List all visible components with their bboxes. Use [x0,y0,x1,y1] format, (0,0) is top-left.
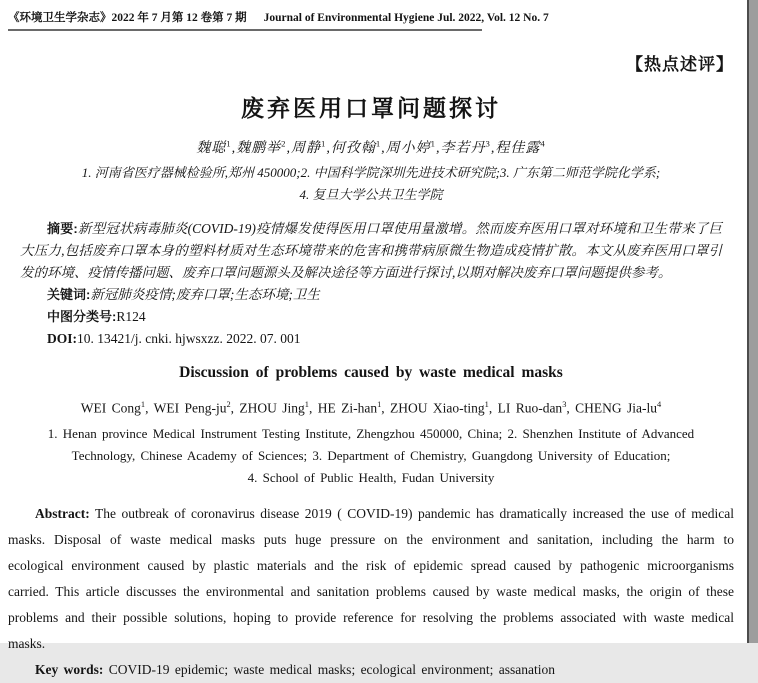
author-name: LI Ruo-dan [497,400,563,416]
author-name: 魏鹏举 [236,141,282,156]
running-header [8,9,734,25]
author-affiliation-superscript: 1 [377,400,382,409]
author-affiliation-superscript: 1 [304,400,309,409]
abstract-en [8,501,734,657]
keywords-cn-label: 关键词: [47,287,91,302]
author-affiliation-superscript: 1 [484,400,489,409]
affiliation-line: 4. School of Public Health, Fudan University [247,469,495,485]
doi-value: 10. 13421/j. cnki. hjwsxzz. 2022. 07. 001 [77,331,301,346]
author-affiliation-superscript: 4 [657,400,662,409]
keywords-en [8,657,734,683]
author-name: 魏聪 [196,141,227,156]
article-title-cn: 废弃医用口罩问题探讨 [241,95,501,121]
affiliation-line: 1. 河南省医疗器械检验所,郑州 450000;2. 中国科学院深圳先进技术研究院;3. 广东第二师范学院化学系; [81,165,661,180]
author-affiliation-superscript: 2 [226,400,231,409]
author-name: HE Zi-han [317,400,378,416]
keywords-cn-text: 新冠肺炎疫情;废弃口罩;生态环境;卫生 [90,287,320,302]
author-name: 李若丹 [440,141,486,156]
clc-value: R124 [116,309,146,324]
author-affiliation-superscript: 3 [562,400,567,409]
affiliations-en [8,423,734,489]
authors-en: WEI Cong$^1$, WEI Peng-$ju^2$, ZHOU Jing$^1$, HE Zi-han$^1$, ZHOU Xiao-ting$^1$, LI Ruo-dan$^3$, CHENG Jia-$lu^4$ [80,400,662,416]
author-name: CHENG Jia-lu [575,400,657,416]
keywords-en-text: COVID-19 epidemic; waste medical masks; ecological environment; assanation [108,661,556,677]
abstract-cn-label: 摘要: [47,221,78,236]
affiliations-cn [8,162,734,206]
author-affiliation-superscript: 4 [540,138,546,149]
author-affiliation-superscript: 1 [430,138,437,149]
author-affiliation-superscript: 1 [226,138,232,149]
doi-line [20,328,722,350]
column-tag: 【热点述评】 [626,55,734,74]
author-name: 周静 [290,141,321,156]
doi-label: DOI: [47,331,77,346]
author-name: ZHOU Jing [239,400,305,416]
affiliation-line: Technology, Chinese Academy of Sciences; 3. Department of Chemistry, Guangdong University of Education; [71,447,671,463]
author-affiliation-superscript: 1 [375,138,382,149]
keywords-cn [20,284,722,306]
author-affiliation-superscript: 3 [485,138,491,149]
author-affiliation-superscript: 1 [140,400,146,409]
author-name: WEI Cong [80,400,141,416]
abstract-cn-text: 新型冠状病毒肺炎(COVID-19)疫情爆发使得医用口罩使用量激增。然而废弃医用口罩对环境和卫生带来了巨大压力,包括废弃口罩本身的塑料材质对生态环境带来的危害和携带病原微生物造成疫情扩散。本文从废弃医用口罩引发的环境、疫情传播问题、废弃口罩问题源头及解决途径等方面进行探讨,以期对解决废弃口罩问题提供参考。 [20,221,722,280]
author-name: 何孜翰 [330,141,376,156]
affiliation-line: 4. 复旦大学公共卫生学院 [299,187,443,202]
abstract-en-body: The outbreak of coronavirus disease 2019 ( COVID-19) pandemic has dramatically increased the use of medical masks. Disposal of waste medical masks puts huge pressure on the environment and sanitation, including the harm to ecological environment caused by plastic materials and the risk of epidemic spread caused by pathogenic microorganisms carried. This article discusses the environmental and sanitation problems caused by waste medical masks, the origin of these problems and their possible solutions, hoping to provide reference for resolving the problems associated with waste medical masks. [8,505,734,651]
affiliation-line: 1. Henan province Medical Instrument Testing Institute, Zhengzhou 450000, China; 2. Shenzhen Institute of Advanced [47,425,695,441]
article-title-en: Discussion of problems caused by waste medical masks [179,364,563,381]
author-name: 程佳露 [495,141,541,156]
author-affiliation-superscript: 2 [281,138,287,149]
clc-label: 中图分类号: [47,309,117,324]
journal-issue-en: Journal of Environmental Hygiene Jul. 2022, Vol. 12 No. 7 [263,12,549,24]
journal-issue-cn: 《环境卫生学杂志》2022 年 7 月第 12 卷第 7 期 [8,12,247,24]
scanned-page-edge [747,0,758,643]
author-name: 周小婷 [385,141,431,156]
clc-line [20,306,722,328]
keywords-en-label: Key words: [35,661,104,677]
abstract-en-label: Abstract: [35,505,90,521]
abstract-cn [20,218,722,284]
author-affiliation-superscript: 1 [320,138,327,149]
authors-cn: 魏聪$^1$,魏鹏举$^2$,周静$^1$,何孜翰$^1$,周小婷$^1$,李若丹$^3$,程佳露$^4$ [196,138,546,156]
author-name: WEI Peng-ju [153,400,227,416]
author-name: ZHOU Xiao-ting [390,400,485,416]
header-divider [8,29,482,31]
